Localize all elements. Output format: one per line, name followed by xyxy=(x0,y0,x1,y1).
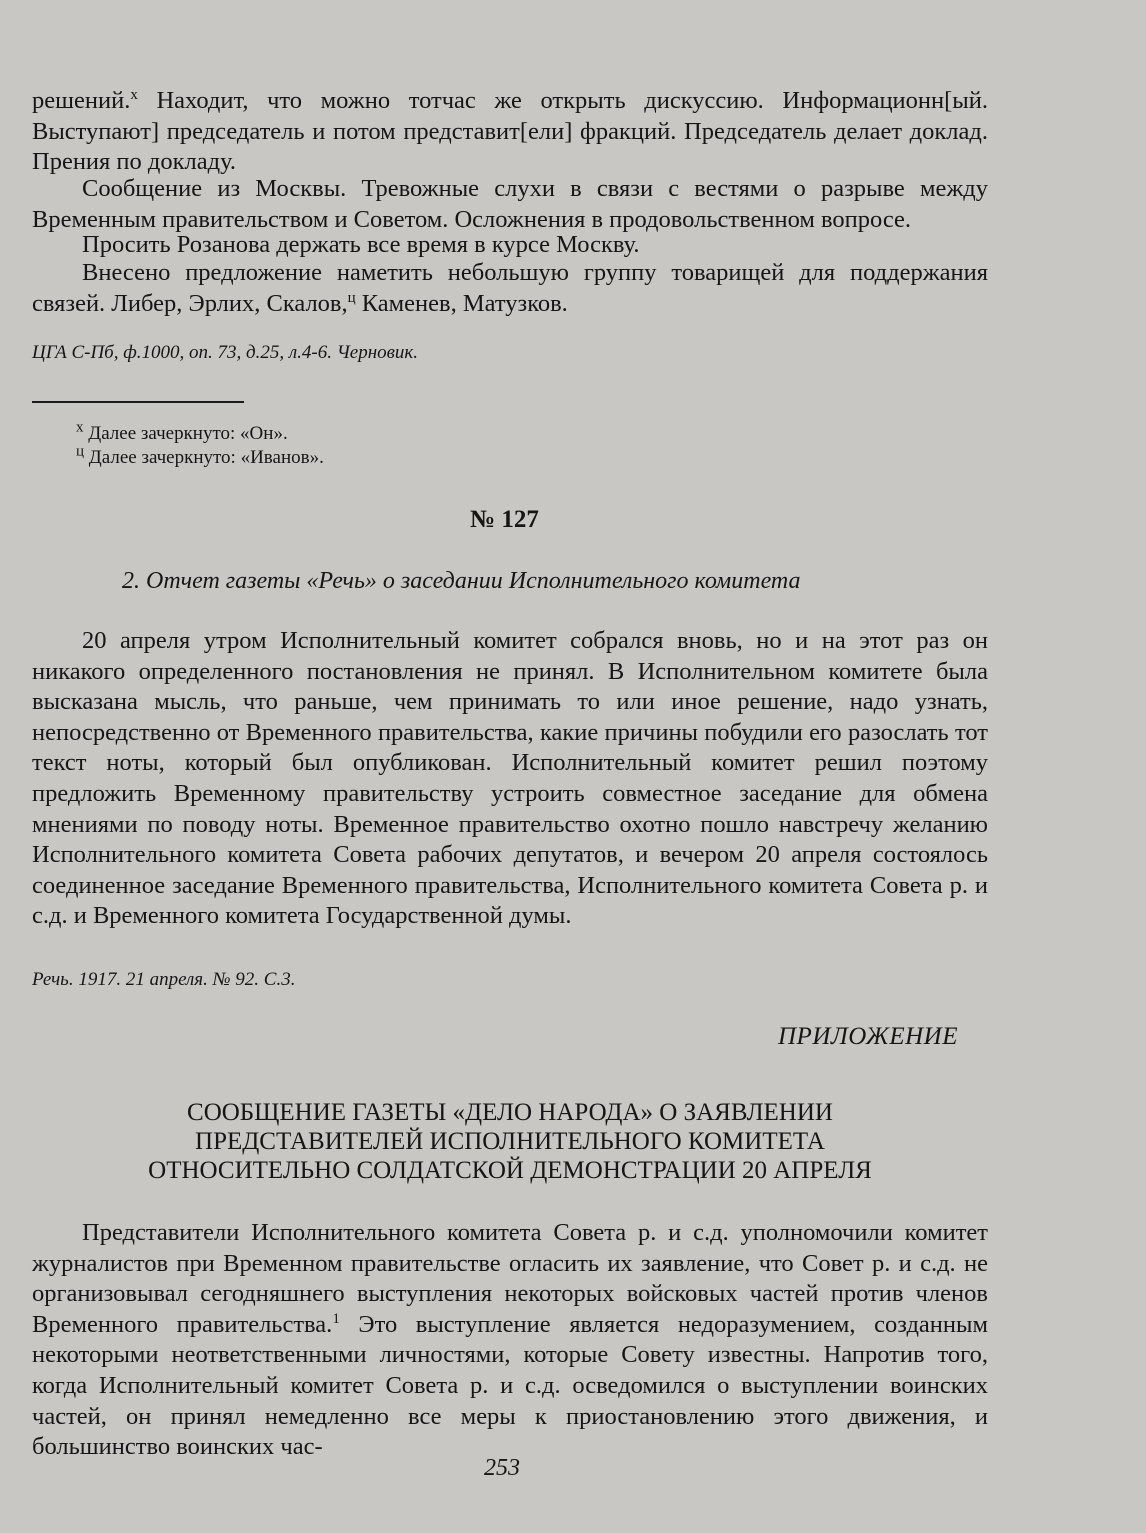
footnote-ref-ts: ц xyxy=(347,289,356,306)
document-body: 20 апреля утром Исполнительный комитет собрался вновь, но и на этот раз он никакого определенного постановления не принял. В Исполнительном комитете была высказана мысль, что раньше, чем принимать то или иное решение, надо узнать, непосредственно от Временного правительства, какие причины побудили его разослать тот текст ноты, который был опубликован. Исполнительный комитет решил поэтому предложить Временному правительству устроить совместное заседание для обмена мнениями по поводу ноты. Временное правительство охотно пошло навстречу желанию Исполнительного комитета Совета рабочих депутатов, и вечером 20 апреля состоялось соединенное заседание Временного правительства, Исполнительного комитета Совета р. и с.д. и Временного комитета Государственной думы. xyxy=(32,627,988,930)
footnote-ref-x: x xyxy=(130,86,138,103)
page-number: 253 xyxy=(484,1455,520,1481)
archive-source: ЦГА С-Пб, ф.1000, оп. 73, д.25, л.4-6. Черновик. xyxy=(32,342,419,363)
top-paragraph-1: решений.$^x$ Находит, что можно тотчас же открыть дискуссию. Информационн[ый. Выступают] председатель и потом представит[ели] фракций. Председатель делает доклад. Прения по докладу. xyxy=(32,86,988,176)
document-source: Речь. 1917. 21 апреля. № 92. С.3. xyxy=(32,969,296,990)
top-paragraph-3: Просить Розанова держать все время в курсе Москву. xyxy=(82,231,640,258)
document-number: № 127 xyxy=(470,506,539,533)
document-title: 2. Отчет газеты «Речь» о заседании Исполнительного комитета xyxy=(122,568,801,594)
appendix-body: Представители Исполнительного комитета Совета р. и с.д. уполномочили комитет журналистов при Временном правительстве огласить их заявление, что Совет р. и с.д. не организовывал сегодняшнего выступления некоторых войсковых частей против членов Временного правительства.$^1$ Это выступление является недоразумением, созданным некоторыми неответственными личностями, которые Совету известны. Напротив того, когда Исполнительный комитет Совета р. и с.д. осведомился о выступлении воинских частей, он принял немедленно все меры к приостановлению этого движения, и большинство воинских час- xyxy=(32,1219,988,1461)
appendix-heading: СООБЩЕНИЕ ГАЗЕТЫ «ДЕЛО НАРОДА» О ЗАЯВЛЕНИИ ПРЕДСТАВИТЕЛЕЙ ИСПОЛНИТЕЛЬНОГО КОМИТЕТА ОТНОСИТЕЛЬНО СОЛДАТСКОЙ ДЕМОНСТРАЦИИ 20 АПРЕЛЯ xyxy=(148,1099,872,1184)
footnote-divider xyxy=(32,401,244,403)
top-paragraph-4: Внесено предложение наметить небольшую группу товарищей для поддержания связей. Либер, Эрлих, Скалов,$^ц$ Каменев, Матузков. xyxy=(32,259,988,317)
top-paragraph-2: Сообщение из Москвы. Тревожные слухи в связи с вестями о разрыве между Временным правительством и Советом. Осложнения в продовольственном вопросе. xyxy=(32,175,988,233)
footnote-1: $^x$ Далее зачеркнуто: «Он». xyxy=(76,419,288,444)
footnote-ref-1: 1 xyxy=(332,1310,340,1327)
footnote-2: $^ц$ Далее зачеркнуто: «Иванов». xyxy=(76,443,324,468)
appendix-label: ПРИЛОЖЕНИЕ xyxy=(778,1023,958,1050)
